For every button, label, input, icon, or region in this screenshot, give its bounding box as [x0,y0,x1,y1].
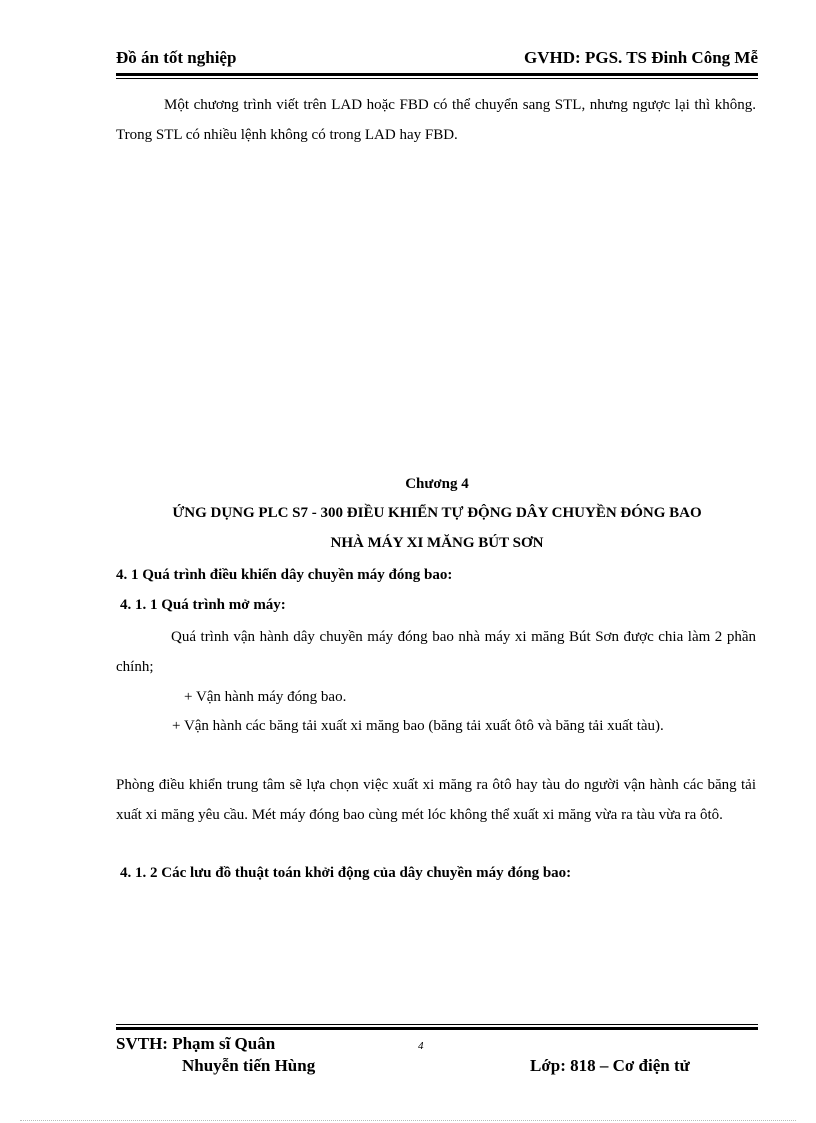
section-heading-4-1-1: 4. 1. 1 Quá trình mở máy: [120,597,286,613]
chapter-title-line-2: NHÀ MÁY XI MĂNG BÚT SƠN [330,535,544,551]
bullet-item-packing-machine: + Vận hành máy đóng bao. [184,689,347,705]
page-number: 4 [418,1040,424,1052]
footer-class: Lớp: 818 – Cơ điện tử [530,1056,690,1075]
page-boundary-line [20,1120,796,1121]
section-heading-4-1-2: 4. 1. 2 Các lưu đồ thuật toán khởi động của dây chuyền máy đóng bao: [120,865,572,881]
header-divider-thick [116,73,758,76]
footer-student-2: Nhuyễn tiến Hùng [182,1056,316,1075]
header-divider-thin [116,78,758,79]
intro-paragraph: Một chương trình viết trên LAD hoặc FBD có thể chuyển sang STL, nhưng ngược lại thì không. Trong STL có nhiều lệnh không có trong LAD hay FBD. [116,97,756,143]
footer-student-1: SVTH: Phạm sĩ Quân [116,1034,276,1053]
chapter-title-line-1: ỨNG DỤNG PLC S7 - 300 ĐIỀU KHIỂN TỰ ĐỘNG DÂY CHUYỀN ĐÓNG BAO [172,505,702,521]
page-header [116,48,758,70]
footer-divider-thick [116,1027,758,1030]
footer-divider-thin [116,1024,758,1025]
header-document-type: Đồ án tốt nghiệp [116,48,237,67]
bullet-item-conveyors: + Vận hành các băng tải xuất xi măng bao (băng tải xuất ôtô và băng tải xuất tàu). [172,718,664,734]
operation-paragraph: Quá trình vận hành dây chuyền máy đóng bao nhà máy xi măng Bút Sơn được chia làm 2 phần chính; [116,629,756,675]
chapter-label: Chương 4 [405,476,469,492]
header-supervisor: GVHD: PGS. TS Đinh Công Mễ [524,48,758,67]
section-heading-4-1: 4. 1 Quá trình điều khiển dây chuyền máy đóng bao: [116,567,453,583]
control-room-paragraph: Phòng điều khiển trung tâm sẽ lựa chọn việc xuất xi măng ra ôtô hay tàu do người vận hành các băng tải xuất xi măng yêu cầu. Mét máy đóng bao cùng mét lóc không thể xuất xi măng vừa ra tàu vừa ra ôtô. [116,777,756,823]
